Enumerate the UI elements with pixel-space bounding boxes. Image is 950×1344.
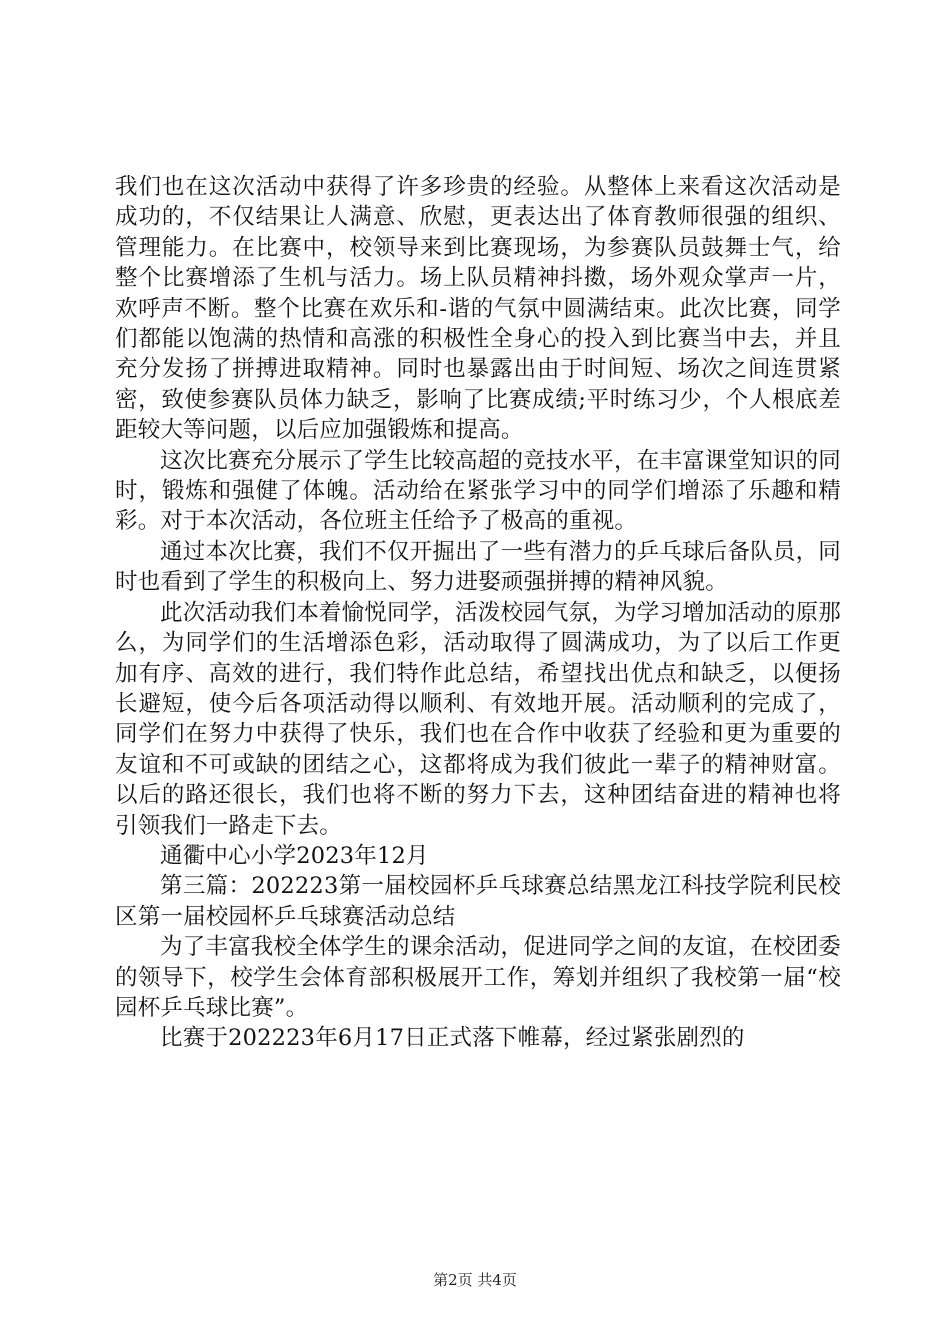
page-footer: 第2页 共4页 (433, 1271, 517, 1289)
paragraph-6: 比赛于202223年6月17日正式落下帷幕，经过紧张剧烈的 (160, 1025, 745, 1052)
paragraph-3: 通过本次比赛，我们不仅开掘出了一些有潜力的乒乓球后备队员，同时也看到了学生的积极向上、努力进娶顽强拼搏的精神风貌。 (115, 538, 842, 596)
paragraph-5: 为了丰富我校全体学生的课余活动，促进同学之间的友谊，在校团委的领导下，校学生会体育部积极展开工作，筹划并组织了我校第一届“校园杯乒乓球比赛”。 (115, 934, 842, 1021)
section-heading: 第三篇：202223第一届校园杯乒乓球赛总结黑龙江科技学院利民校区第一届校园杯乒乓球赛活动总结 (115, 873, 841, 930)
signature-line: 通衢中心小学2023年12月 (160, 842, 429, 869)
paragraph-4: 此次活动我们本着愉悦同学，活泼校园气氛，为学习增加活动的原那么，为同学们的生活增添色彩，活动取得了圆满成功，为了以后工作更加有序、高效的进行，我们特作此总结，希望找出优点和缺乏，以便扬长避短，使今后各项活动得以顺利、有效地开展。活动顺利的完成了，同学们在努力中获得了快乐，我们也在合作中收获了经验和更为重要的友谊和不可或缺的团结之心，这都将成为我们彼此一辈子的精神财富。以后的路还很长，我们也将不断的努力下去，这种团结奋进的精神也将引领我们一路走下去。 (115, 599, 842, 839)
document-body (115, 172, 841, 1054)
paragraph-2: 这次比赛充分展示了学生比较高超的竞技水平，在丰富课堂知识的同时，锻炼和强健了体魄。活动给在紧张学习中的同学们增添了乐趣和精彩。对于本次活动，各位班主任给予了极高的重视。 (115, 447, 842, 535)
paragraph-1: 我们也在这次活动中获得了许多珍贵的经验。从整体上来看这次活动是成功的，不仅结果让人满意、欣慰，更表达出了体育教师很强的组织、管理能力。在比赛中，校领导来到比赛现场，为参赛队员鼓舞士气，给整个比赛增添了生机与活力。场上队员精神抖擞，场外观众掌声一片，欢呼声不断。整个比赛在欢乐和-谐的气氛中圆满结束。此次比赛，同学们都能以饱满的热情和高涨的积极性全身心的投入到比赛当中去，并且充分发扬了拼搏进取精神。同时也暴露出由于时间短、场次之间连贯紧密，致使参赛队员体力缺乏，影响了比赛成绩;平时练习少，个人根底差距较大等问题，以后应加强锻炼和提高。 (115, 174, 841, 444)
